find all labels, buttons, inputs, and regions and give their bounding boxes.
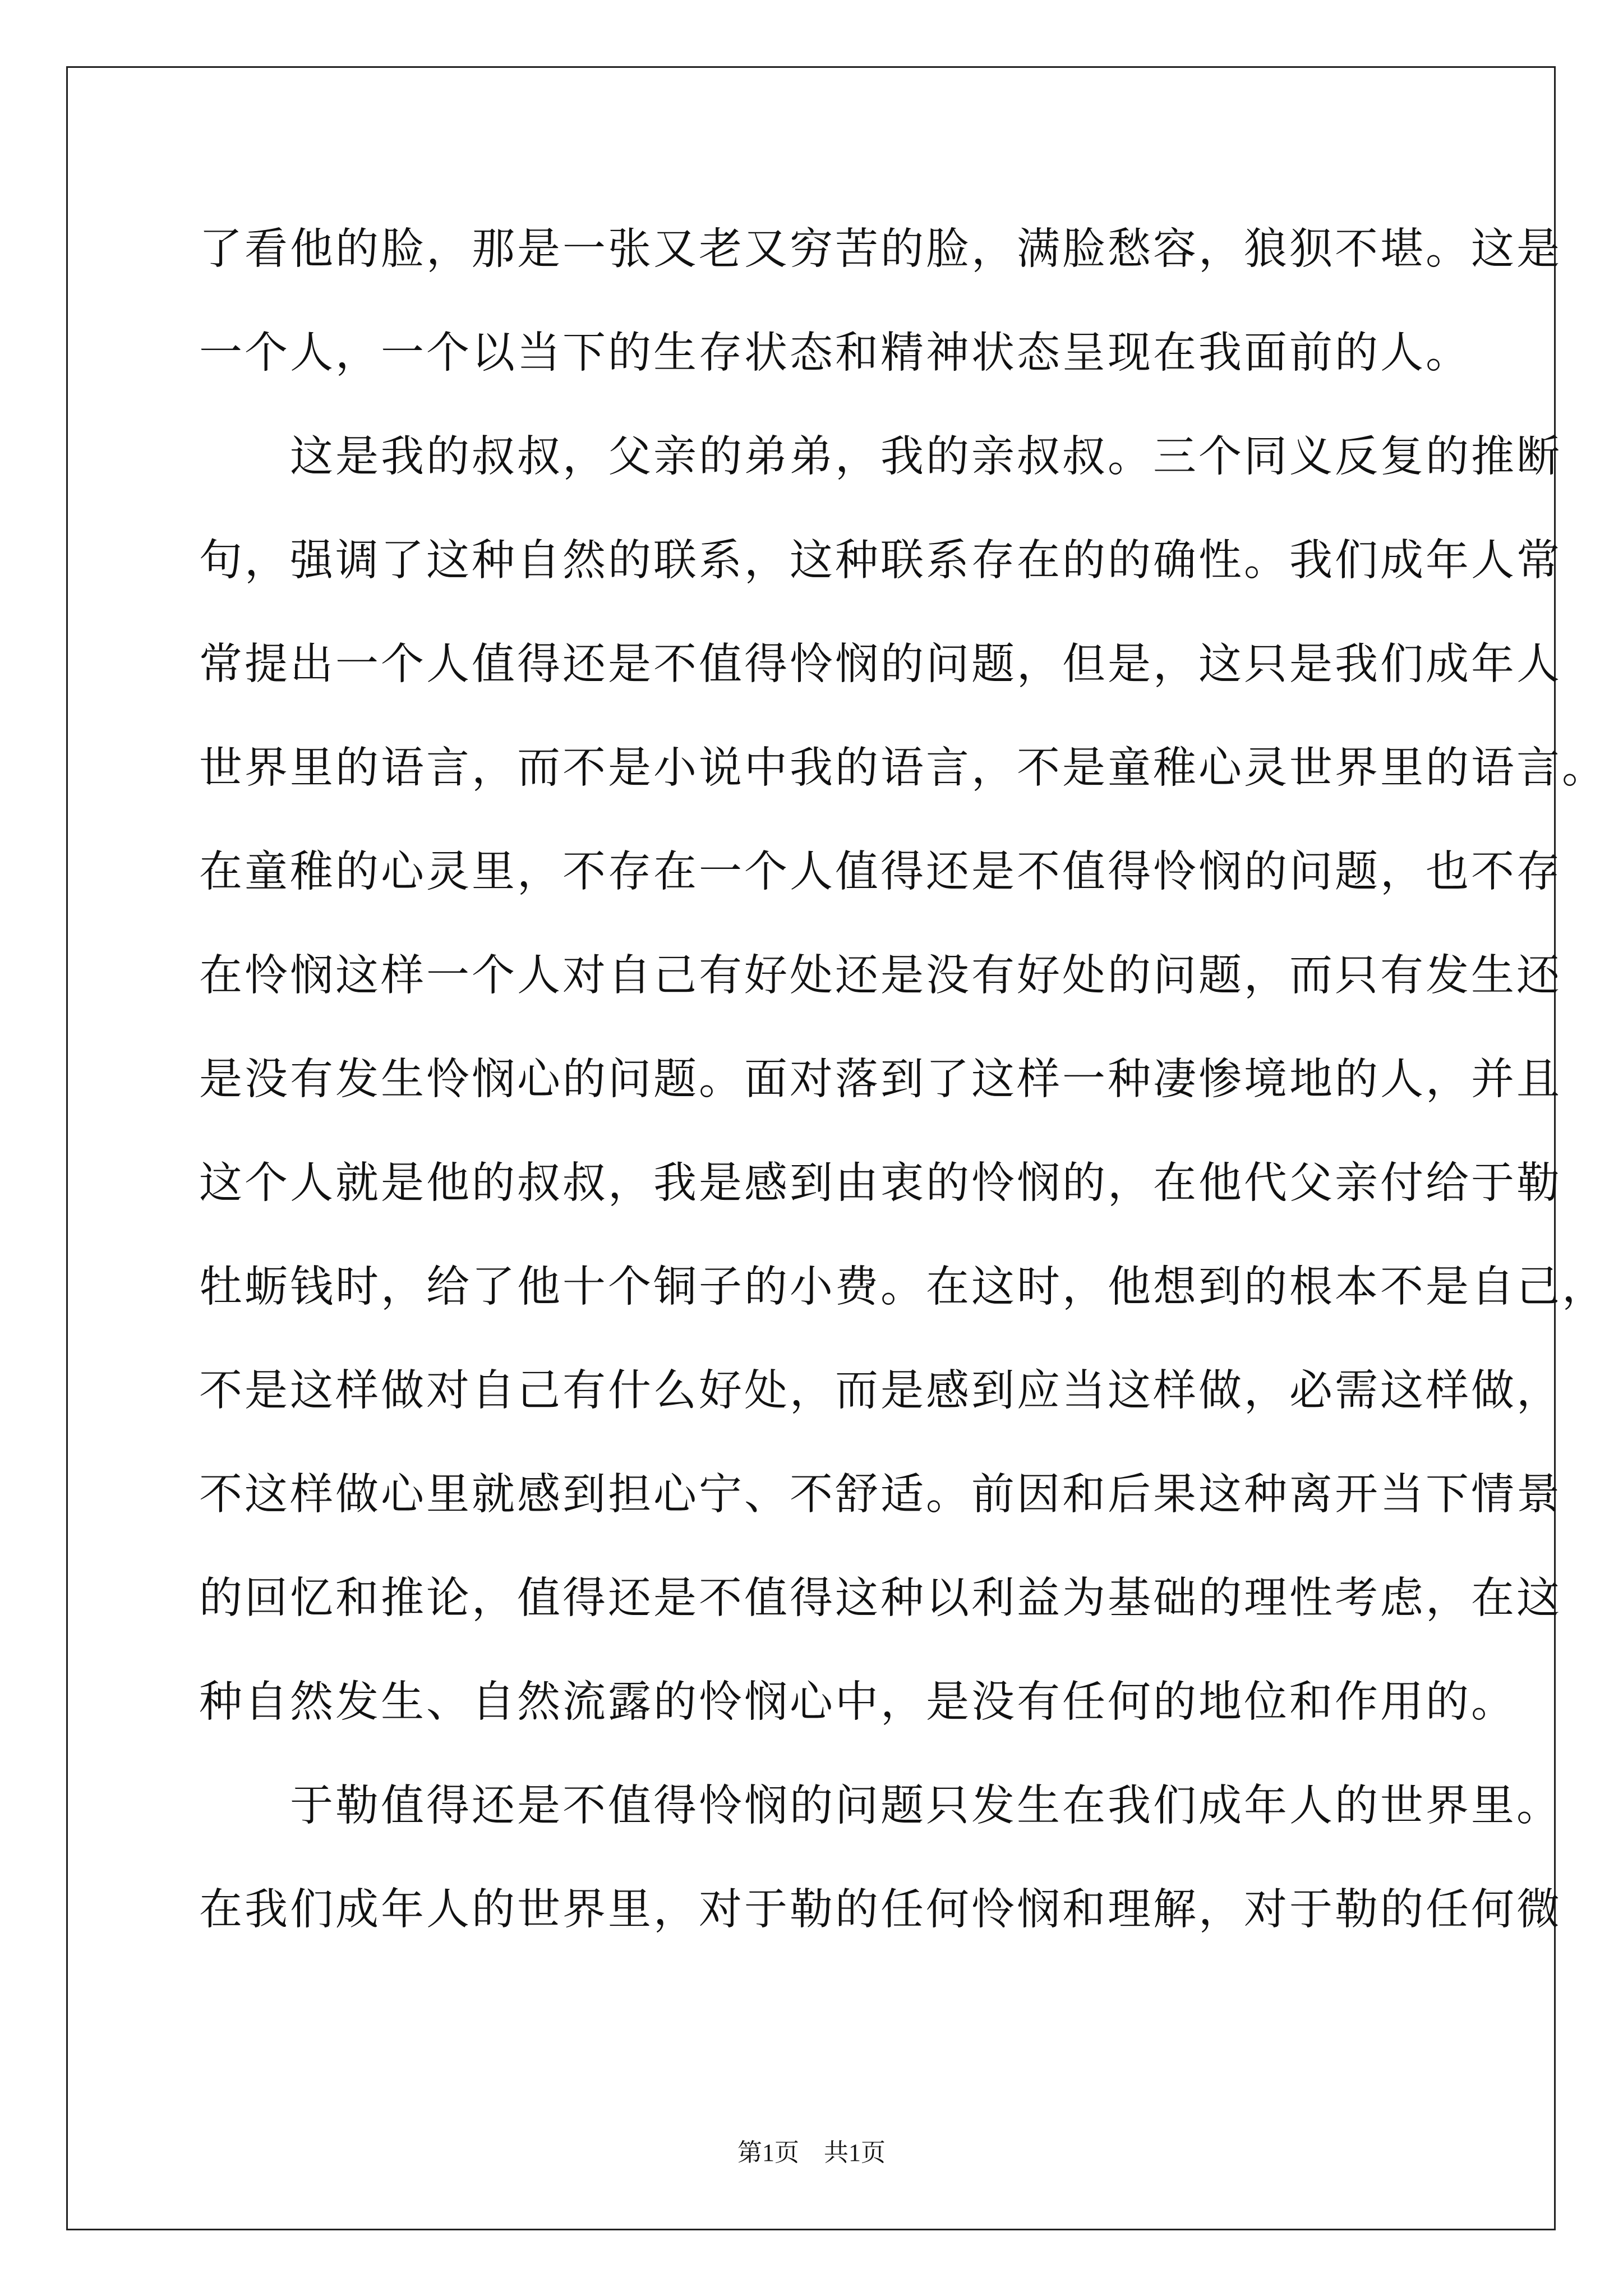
text-line: 在我们成年人的世界里，对于勒的任何怜悯和理解，对于勒的任何微 <box>199 1885 1562 1935</box>
body-text <box>199 219 1607 1983</box>
text-line: 句，强调了这种自然的联系，这种联系存在的的确性。我们成年人常 <box>199 536 1562 586</box>
text-line: 常提出一个人值得还是不值得怜悯的问题，但是，这只是我们成年人 <box>199 639 1562 689</box>
text-line: 了看他的脸，那是一张又老又穷苦的脸，满脸愁容，狼狈不堪。这是 <box>199 224 1562 274</box>
text-line: 不是这样做对自己有什么好处，而是感到应当这样做，必需这样做， <box>199 1366 1562 1416</box>
page-footer: 第1页 共1页 <box>737 2139 886 2166</box>
text-line: 种自然发生、自然流露的怜悯心中，是没有任何的地位和作用的。 <box>199 1677 1516 1727</box>
text-line: 这个人就是他的叔叔，我是感到由衷的怜悯的，在他代父亲付给于勒 <box>199 1158 1562 1208</box>
text-line: 于勒值得还是不值得怜悯的问题只发生在我们成年人的世界里。 <box>199 1781 1562 1831</box>
text-line: 一个人，一个以当下的生存状态和精神状态呈现在我面前的人。 <box>199 328 1471 378</box>
text-line: 世界里的语言，而不是小说中我的语言，不是童稚心灵世界里的语言。 <box>199 743 1607 793</box>
text-line: 在怜悯这样一个人对自己有好处还是没有好处的问题，而只有发生还 <box>199 951 1562 1001</box>
text-line: 是没有发生怜悯心的问题。面对落到了这样一种凄惨境地的人，并且 <box>199 1055 1562 1105</box>
text-line: 牡蛎钱时，给了他十个铜子的小费。在这时，他想到的根本不是自己， <box>199 1262 1607 1312</box>
text-line: 的回忆和推论，值得还是不值得这种以利益为基础的理性考虑，在这 <box>199 1573 1562 1623</box>
text-line: 不这样做心里就感到担心宁、不舒适。前因和后果这种离开当下情景 <box>199 1470 1562 1520</box>
text-line: 在童稚的心灵里，不存在一个人值得还是不值得怜悯的问题，也不存 <box>199 847 1562 897</box>
text-line: 这是我的叔叔，父亲的弟弟，我的亲叔叔。三个同义反复的推断 <box>199 432 1562 482</box>
